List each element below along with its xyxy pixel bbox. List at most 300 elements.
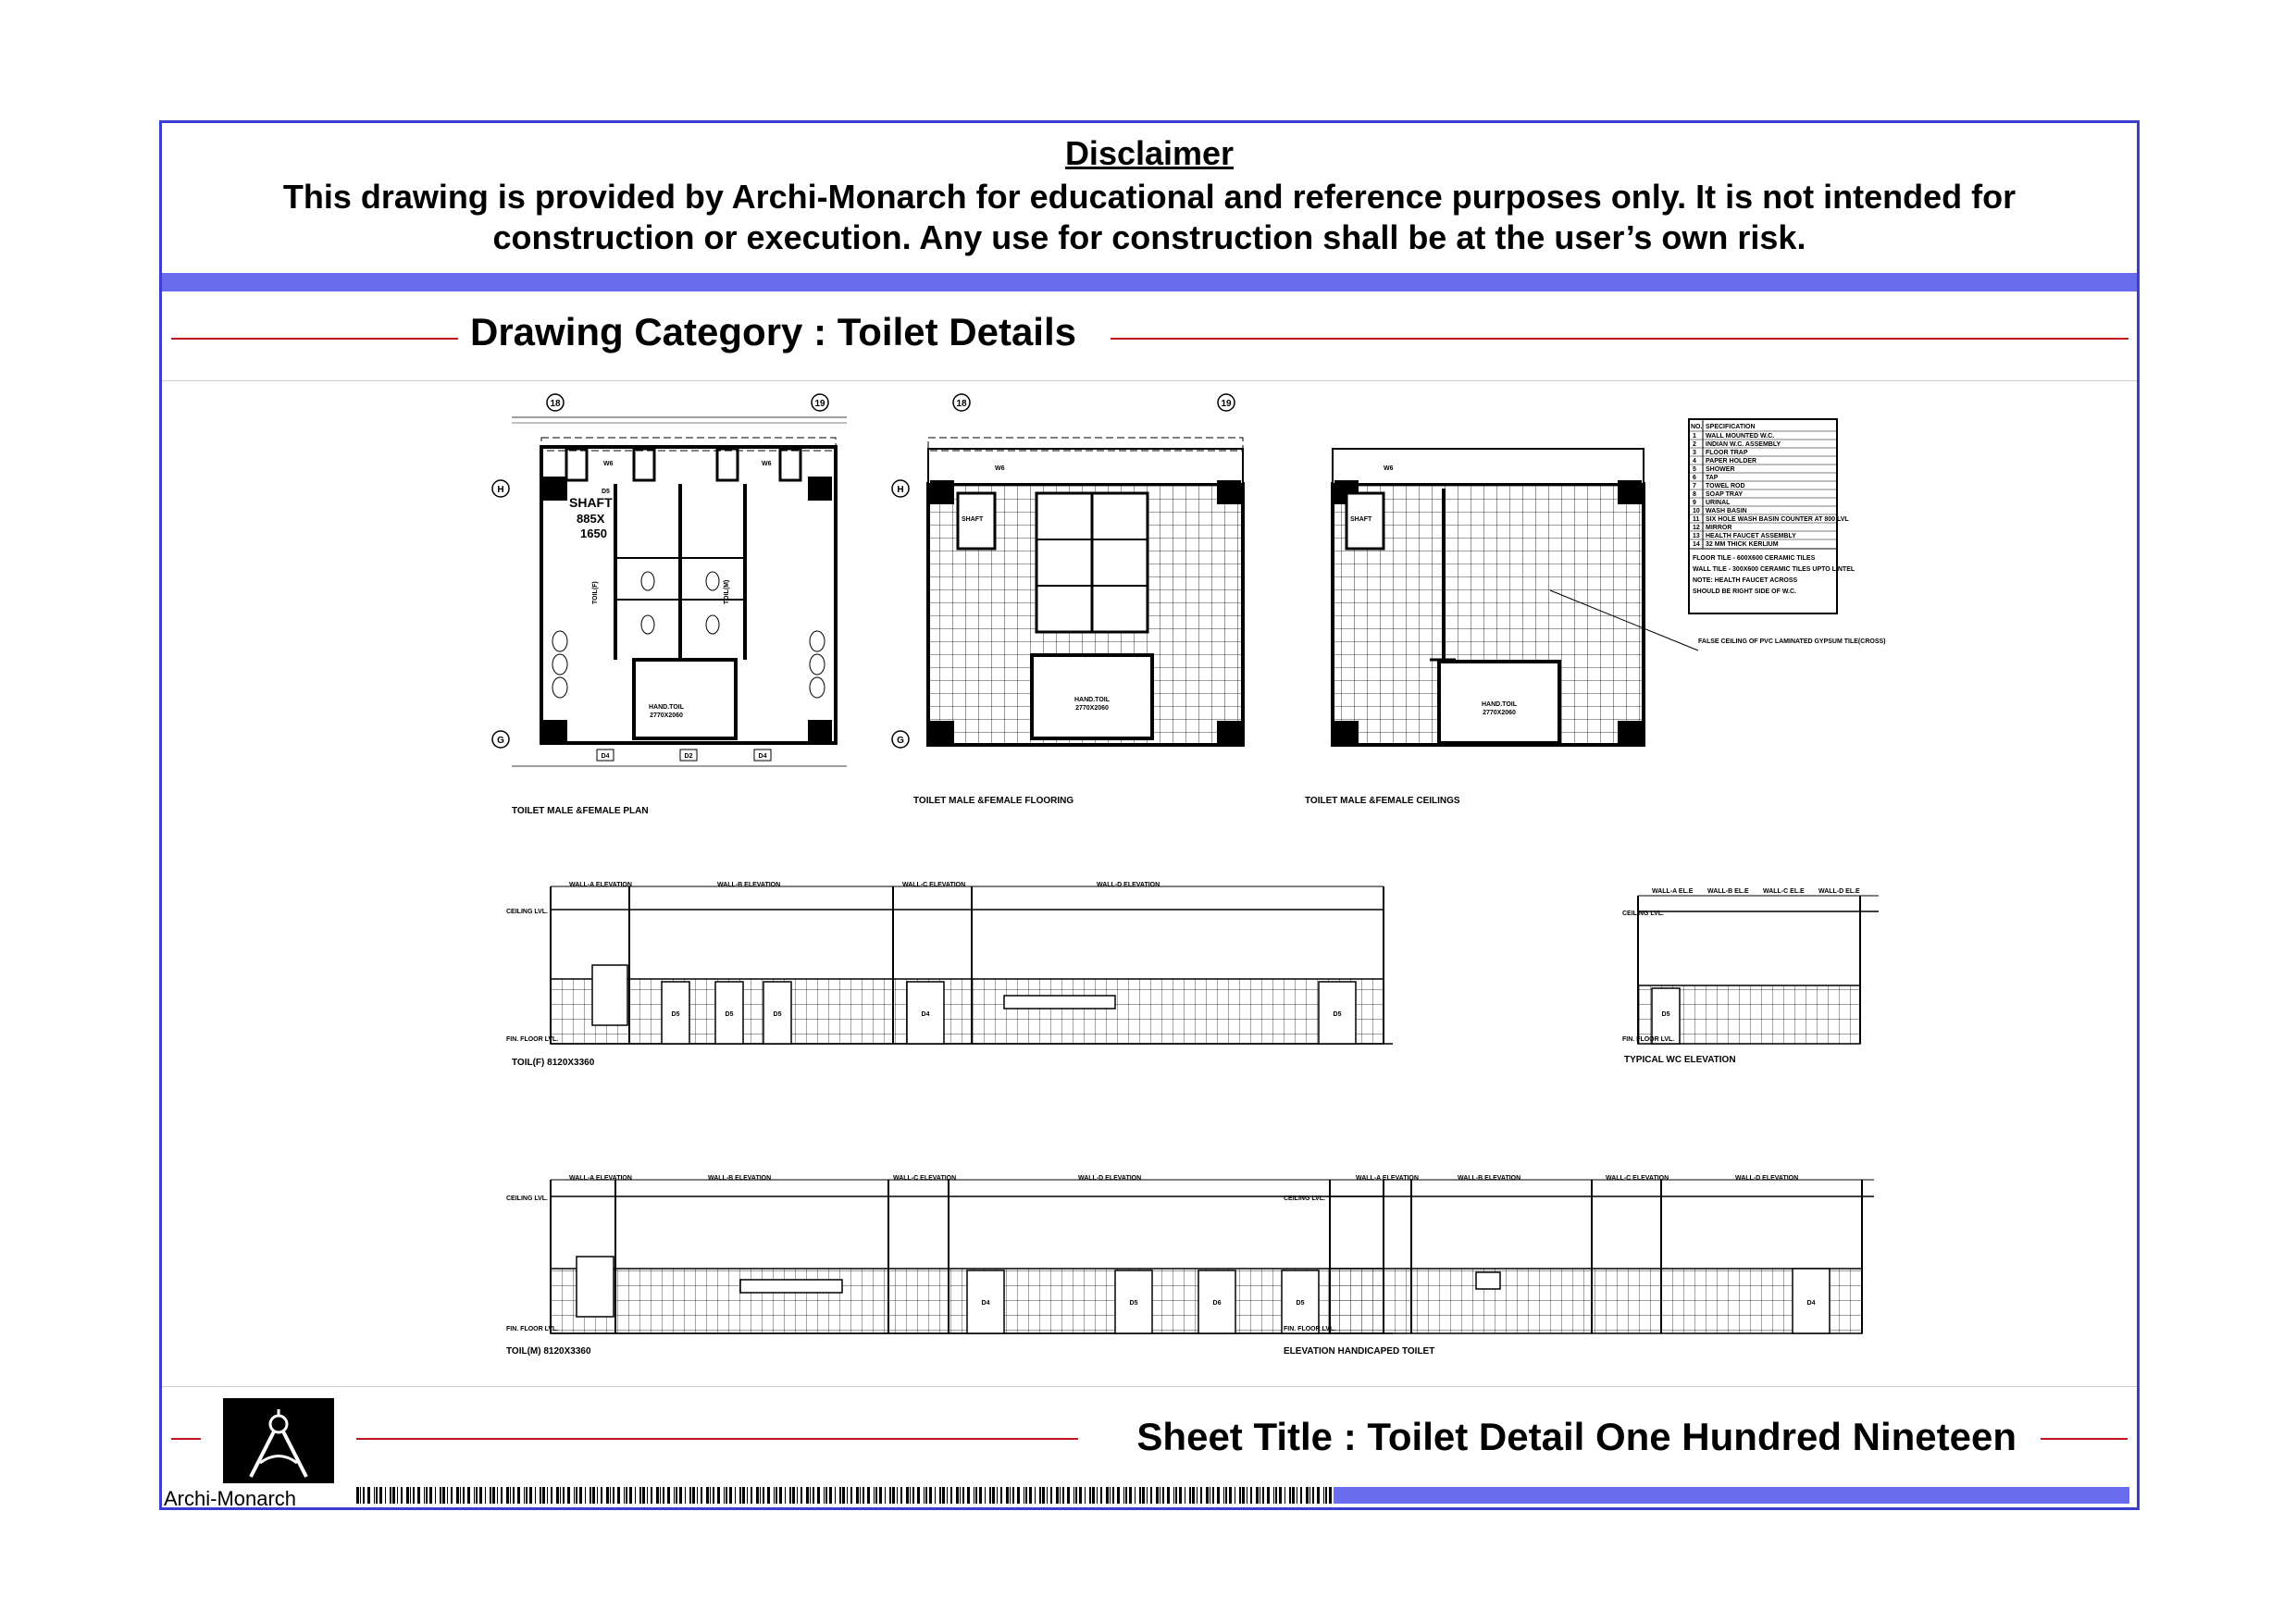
barcode-bar bbox=[817, 1487, 820, 1504]
barcode-bar bbox=[1329, 1487, 1332, 1504]
barcode-bar bbox=[429, 1487, 432, 1504]
barcode-bar bbox=[435, 1487, 436, 1504]
legend-note-4: SHOULD BE RIGHT SIDE OF W.C. bbox=[1693, 588, 1797, 595]
barcode-bar bbox=[1225, 1487, 1227, 1504]
barcode-bar bbox=[1167, 1487, 1170, 1504]
barcode-bar bbox=[451, 1487, 453, 1504]
em-ceiling-lvl: CEILING LVL. bbox=[506, 1196, 548, 1202]
flooring-caption: TOILET MALE &FEMALE FLOORING bbox=[913, 796, 1074, 806]
barcode-bar bbox=[747, 1487, 748, 1504]
shaft-label: SHAFT bbox=[569, 495, 613, 510]
barcode-bar bbox=[476, 1487, 478, 1504]
barcode-bar bbox=[906, 1487, 909, 1504]
ef-door-d5-4: D5 bbox=[1333, 1011, 1342, 1018]
barcode-bar bbox=[1006, 1487, 1009, 1504]
barcode-bar bbox=[729, 1487, 732, 1504]
barcode-bar bbox=[1212, 1487, 1214, 1504]
barcode-bar bbox=[1217, 1487, 1220, 1504]
elev-female-caption: TOIL(F) 8120X3360 bbox=[512, 1058, 595, 1068]
flooring-hand-toil-size: 2770X2060 bbox=[1075, 705, 1109, 712]
barcode-bar bbox=[1100, 1487, 1102, 1504]
barcode-bar bbox=[1223, 1487, 1224, 1504]
ef-door-d4: D4 bbox=[921, 1011, 930, 1018]
barcode-bar bbox=[367, 1487, 370, 1504]
barcode-bar bbox=[567, 1487, 570, 1504]
sheet-title: Sheet Title : Toilet Detail One Hundred Nineteen bbox=[1136, 1415, 2017, 1458]
barcode-bar bbox=[501, 1487, 503, 1504]
barcode-bar bbox=[1142, 1487, 1145, 1504]
barcode-bar bbox=[875, 1487, 877, 1504]
barcode-bar bbox=[597, 1487, 598, 1504]
ceiling-window-w6: W6 bbox=[1384, 465, 1394, 472]
barcode-bar bbox=[363, 1487, 365, 1504]
barcode-bar bbox=[824, 1487, 825, 1504]
barcode-bar bbox=[1117, 1487, 1120, 1504]
shaft-dims-1: 885X bbox=[577, 512, 605, 526]
category-title: Drawing Category : Toilet Details bbox=[470, 310, 1076, 353]
barcode-bar bbox=[813, 1487, 814, 1504]
barcode-bar bbox=[660, 1487, 661, 1504]
grid-label-G: G bbox=[497, 736, 504, 746]
barcode-bar bbox=[763, 1487, 764, 1504]
barcode-bar bbox=[474, 1487, 475, 1504]
wc-wall-b: WALL-B EL.E bbox=[1707, 888, 1749, 895]
barcode-bar bbox=[1147, 1487, 1148, 1504]
barcode-bar bbox=[376, 1487, 378, 1504]
barcode-bar bbox=[825, 1487, 827, 1504]
barcode-bar bbox=[1017, 1487, 1020, 1504]
barcode-bar bbox=[935, 1487, 936, 1504]
barcode-bar bbox=[540, 1487, 541, 1504]
barcode-bar bbox=[910, 1487, 911, 1504]
barcode-bar bbox=[417, 1487, 420, 1504]
barcode-bar bbox=[360, 1487, 361, 1504]
barcode-bar bbox=[874, 1487, 875, 1504]
barcode-bar bbox=[1092, 1487, 1095, 1504]
barcode-bar bbox=[560, 1487, 561, 1504]
barcode-bar bbox=[490, 1487, 491, 1504]
eh-door-d4: D4 bbox=[1806, 1300, 1816, 1307]
elevation-handicapped bbox=[1284, 1175, 1874, 1357]
barcode-bar bbox=[385, 1487, 386, 1504]
door-d5: D5 bbox=[602, 489, 610, 495]
legend-row-label: FLOOR TRAP bbox=[1706, 450, 1748, 456]
barcode-bar bbox=[867, 1487, 870, 1504]
barcode-bar bbox=[526, 1487, 527, 1504]
barcode-bar bbox=[779, 1487, 782, 1504]
wc-wall-c: WALL-C EL.E bbox=[1763, 888, 1805, 895]
elevation-typical-wc bbox=[1622, 888, 1879, 1065]
ceiling-false-note: FALSE CEILING OF PVC LAMINATED GYPSUM TILE(CROSS) bbox=[1698, 638, 1886, 645]
barcode-bar bbox=[390, 1487, 391, 1504]
barcode-bar bbox=[467, 1487, 470, 1504]
window-w6-1: W6 bbox=[603, 461, 614, 467]
barcode-bar bbox=[967, 1487, 970, 1504]
legend-row-number: 10 bbox=[1693, 508, 1700, 514]
barcode-bar bbox=[776, 1487, 777, 1504]
barcode-bar bbox=[626, 1487, 627, 1504]
door-d2: D2 bbox=[684, 753, 693, 760]
elev-handicap-caption: ELEVATION HANDICAPED TOILET bbox=[1284, 1346, 1435, 1357]
ef-wall-d: WALL-D ELEVATION bbox=[1097, 882, 1160, 888]
ef-door-d5-3: D5 bbox=[773, 1011, 782, 1018]
barcode-bar bbox=[556, 1487, 559, 1504]
toil-m-label: TOIL(M) bbox=[724, 579, 730, 604]
barcode-bar bbox=[610, 1487, 611, 1504]
barcode-bar bbox=[1192, 1487, 1195, 1504]
barcode-bar bbox=[925, 1487, 927, 1504]
ef-floor-lvl: FIN. FLOOR LVL. bbox=[506, 1036, 559, 1043]
barcode-bar bbox=[829, 1487, 832, 1504]
category-left-rule bbox=[171, 338, 458, 340]
grid-label-19: 19 bbox=[814, 399, 825, 409]
barcode-bar bbox=[724, 1487, 725, 1504]
legend-row-number: 9 bbox=[1693, 500, 1696, 506]
barcode-bar bbox=[701, 1487, 702, 1504]
barcode-bar bbox=[897, 1487, 898, 1504]
legend-row-number: 13 bbox=[1693, 533, 1700, 539]
eh-floor-lvl: FIN. FLOOR LVL. bbox=[1284, 1326, 1336, 1332]
disclaimer-block bbox=[162, 123, 2137, 271]
legend-row-number: 14 bbox=[1693, 541, 1700, 548]
barcode-bar bbox=[497, 1487, 498, 1504]
disclaimer-heading: Disclaimer bbox=[1064, 134, 1235, 172]
barcode-bar bbox=[1039, 1487, 1041, 1504]
barcode-bar bbox=[1047, 1487, 1048, 1504]
legend-note-1: FLOOR TILE - 600X600 CERAMIC TILES bbox=[1693, 555, 1816, 562]
barcode-bar bbox=[1306, 1487, 1309, 1504]
legend-header-no: NO. bbox=[1691, 424, 1703, 430]
legend-row-number: 4 bbox=[1693, 458, 1696, 465]
flooring-grid-H: H bbox=[897, 485, 904, 495]
barcode-bar bbox=[551, 1487, 552, 1504]
barcode-bar bbox=[960, 1487, 961, 1504]
shaft-dims-2: 1650 bbox=[580, 527, 607, 540]
barcode-bar bbox=[1317, 1487, 1320, 1504]
legend-header-spec: SPECIFICATION bbox=[1706, 424, 1756, 430]
door-d4-b: D4 bbox=[758, 753, 767, 760]
barcode-bar bbox=[579, 1487, 582, 1504]
barcode-bar bbox=[751, 1487, 752, 1504]
legend-row-label: TAP bbox=[1706, 475, 1719, 481]
archi-monarch-logo bbox=[223, 1398, 334, 1483]
barcode-bar bbox=[917, 1487, 920, 1504]
barcode-bar bbox=[624, 1487, 625, 1504]
barcode-bar bbox=[739, 1487, 741, 1504]
barcode-bar bbox=[424, 1487, 425, 1504]
barcode-bar bbox=[447, 1487, 448, 1504]
barcode-bar bbox=[1085, 1487, 1086, 1504]
barcode-bar bbox=[726, 1487, 727, 1504]
ef-wall-b: WALL-B ELEVATION bbox=[717, 882, 781, 888]
barcode-bar bbox=[692, 1487, 695, 1504]
barcode-bar bbox=[1029, 1487, 1032, 1504]
barcode-bar bbox=[1125, 1487, 1127, 1504]
barcode-bar bbox=[1229, 1487, 1232, 1504]
wc-ceiling-lvl: CEILING LVL. bbox=[1622, 911, 1664, 917]
barcode-bar bbox=[463, 1487, 465, 1504]
door-d4-a: D4 bbox=[601, 753, 610, 760]
barcode-bar bbox=[679, 1487, 682, 1504]
barcode-bar bbox=[912, 1487, 914, 1504]
barcode-bar bbox=[1309, 1487, 1310, 1504]
barcode-bar bbox=[1262, 1487, 1264, 1504]
barcode-bar bbox=[392, 1487, 395, 1504]
barcode-bar bbox=[1325, 1487, 1327, 1504]
barcode-bar bbox=[601, 1487, 602, 1504]
barcode-bar bbox=[576, 1487, 577, 1504]
barcode-bar bbox=[1106, 1487, 1109, 1504]
barcode-bar bbox=[1242, 1487, 1245, 1504]
legend-row-number: 8 bbox=[1693, 491, 1696, 498]
barcode-bar bbox=[1206, 1487, 1209, 1504]
eh-wall-d: WALL-D ELEVATION bbox=[1735, 1175, 1799, 1182]
flooring-grid-G: G bbox=[897, 736, 904, 746]
barcode-bar bbox=[975, 1487, 977, 1504]
em-floor-lvl: FIN. FLOOR LVL. bbox=[506, 1326, 559, 1332]
barcode-bar bbox=[760, 1487, 761, 1504]
barcode-bar bbox=[842, 1487, 845, 1504]
barcode-bar bbox=[950, 1487, 952, 1504]
barcode-bar bbox=[1300, 1487, 1302, 1504]
barcode-bar bbox=[792, 1487, 795, 1504]
ceiling-shaft: SHAFT bbox=[1350, 516, 1372, 523]
legend-table bbox=[1689, 419, 1855, 613]
barcode-bar bbox=[939, 1487, 941, 1504]
barcode-bar bbox=[485, 1487, 486, 1504]
barcode-bar bbox=[1292, 1487, 1295, 1504]
barcode-bar bbox=[651, 1487, 652, 1504]
barcode-bar bbox=[1200, 1487, 1202, 1504]
barcode-bar bbox=[735, 1487, 736, 1504]
barcode-bar bbox=[1025, 1487, 1027, 1504]
toilet-plan bbox=[492, 394, 847, 816]
em-wall-b: WALL-B ELEVATION bbox=[708, 1175, 772, 1182]
barcode-bar bbox=[574, 1487, 575, 1504]
barcode-bar bbox=[356, 1487, 359, 1504]
barcode-bar bbox=[900, 1487, 902, 1504]
footer-left-rule bbox=[171, 1438, 201, 1440]
footer bbox=[162, 1386, 2137, 1511]
barcode-bar bbox=[879, 1487, 882, 1504]
barcode-bar bbox=[1123, 1487, 1124, 1504]
barcode-bar bbox=[606, 1487, 609, 1504]
barcode-bar bbox=[1279, 1487, 1282, 1504]
legend-note-3: NOTE: HEALTH FAUCET ACROSS bbox=[1693, 577, 1798, 584]
barcode-bar bbox=[440, 1487, 441, 1504]
wc-floor-lvl: FIN. FLOOR LVL. bbox=[1622, 1036, 1675, 1043]
hand-toil-label: HAND.TOIL bbox=[649, 704, 684, 711]
barcode-bar bbox=[1256, 1487, 1259, 1504]
barcode-bar bbox=[1273, 1487, 1274, 1504]
legend-row-label: MIRROR bbox=[1706, 525, 1732, 531]
barcode-bar bbox=[379, 1487, 382, 1504]
barcode-bar bbox=[1312, 1487, 1314, 1504]
barcode-bar bbox=[410, 1487, 411, 1504]
barcode-bar bbox=[617, 1487, 620, 1504]
legend-row-label: 32 MM THICK KERLIUM bbox=[1706, 541, 1779, 548]
barcode-bar bbox=[401, 1487, 403, 1504]
legend-row-label: HEALTH FAUCET ASSEMBLY bbox=[1706, 533, 1796, 539]
em-door-d5-2: D5 bbox=[1296, 1300, 1305, 1307]
barcode-bar bbox=[1267, 1487, 1270, 1504]
disclaimer-text: This drawing is provided by Archi-Monarch for educational and reference purposes only. It is not intended for construction or execution. Any use for construction shall be at the user’s own risk. bbox=[282, 178, 2017, 256]
barcode-bar bbox=[535, 1487, 536, 1504]
legend-row-number: 7 bbox=[1693, 483, 1696, 489]
barcode-bar bbox=[697, 1487, 698, 1504]
barcode-bar bbox=[885, 1487, 886, 1504]
barcode-bar bbox=[1050, 1487, 1052, 1504]
barcode-bar bbox=[810, 1487, 811, 1504]
barcode-strip bbox=[356, 1487, 1504, 1504]
window-w6-2: W6 bbox=[762, 461, 772, 467]
barcode-bar bbox=[1150, 1487, 1152, 1504]
barcode-bar bbox=[835, 1487, 836, 1504]
eh-wall-a: WALL-A ELEVATION bbox=[1356, 1175, 1419, 1182]
barcode-bar bbox=[800, 1487, 802, 1504]
legend-note-2: WALL TILE - 300X600 CERAMIC TILES UPTO LINTEL bbox=[1693, 566, 1855, 573]
barcode-bar bbox=[639, 1487, 641, 1504]
barcode-bar bbox=[856, 1487, 859, 1504]
hand-toil-room bbox=[634, 660, 736, 738]
barcode-bar bbox=[850, 1487, 852, 1504]
legend-row-number: 5 bbox=[1693, 466, 1696, 473]
legend-row-label: TOWEL ROD bbox=[1706, 483, 1745, 489]
eh-wall-c: WALL-C ELEVATION bbox=[1606, 1175, 1669, 1182]
barcode-bar bbox=[847, 1487, 848, 1504]
barcode-bar bbox=[1275, 1487, 1277, 1504]
barcode-bar bbox=[1135, 1487, 1136, 1504]
barcode-bar bbox=[1079, 1487, 1082, 1504]
barcode-bar bbox=[929, 1487, 932, 1504]
legend-row-number: 1 bbox=[1693, 433, 1696, 440]
barcode-bar bbox=[674, 1487, 675, 1504]
toil-f-label: TOIL(F) bbox=[592, 581, 599, 604]
barcode-bar bbox=[1000, 1487, 1002, 1504]
em-door-d6: D6 bbox=[1212, 1300, 1222, 1307]
barcode-bar bbox=[685, 1487, 686, 1504]
eh-ceiling-lvl: CEILING LVL. bbox=[1284, 1196, 1325, 1202]
barcode-bar bbox=[992, 1487, 995, 1504]
barcode-bar bbox=[563, 1487, 565, 1504]
cad-drawings bbox=[162, 382, 2137, 1386]
barcode-bar bbox=[789, 1487, 791, 1504]
legend-row-label: PAPER HOLDER bbox=[1706, 458, 1757, 465]
barcode-bar bbox=[513, 1487, 515, 1504]
category-row bbox=[162, 291, 2137, 381]
barcode-bar bbox=[1139, 1487, 1141, 1504]
barcode-bar bbox=[460, 1487, 461, 1504]
barcode-bar bbox=[656, 1487, 659, 1504]
barcode-bar bbox=[1175, 1487, 1177, 1504]
barcode-bar bbox=[1189, 1487, 1191, 1504]
barcode-bar bbox=[510, 1487, 511, 1504]
barcode-bar bbox=[635, 1487, 636, 1504]
flooring-window-w6: W6 bbox=[995, 465, 1005, 472]
barcode-bar bbox=[517, 1487, 520, 1504]
barcode-bar bbox=[706, 1487, 709, 1504]
barcode-bar bbox=[667, 1487, 670, 1504]
legend-row-label: URINAL bbox=[1706, 500, 1731, 506]
barcode-bar bbox=[676, 1487, 677, 1504]
barcode-bar bbox=[1110, 1487, 1111, 1504]
legend-row-label: INDIAN W.C. ASSEMBLY bbox=[1706, 441, 1781, 448]
barcode-bar bbox=[1289, 1487, 1291, 1504]
flooring-grid-18: 18 bbox=[956, 399, 967, 409]
barcode-bar bbox=[717, 1487, 720, 1504]
barcode-bar bbox=[1129, 1487, 1132, 1504]
barcode-bar bbox=[1323, 1487, 1324, 1504]
legend-row-label: SHOWER bbox=[1706, 466, 1735, 473]
barcode-bar bbox=[1239, 1487, 1241, 1504]
barcode-bar bbox=[947, 1487, 948, 1504]
barcode-bar bbox=[997, 1487, 998, 1504]
wc-door-d5: D5 bbox=[1661, 1011, 1670, 1018]
em-wall-d: WALL-D ELEVATION bbox=[1078, 1175, 1142, 1182]
barcode-bar bbox=[710, 1487, 711, 1504]
ef-wall-c: WALL-C ELEVATION bbox=[902, 882, 966, 888]
barcode-bar bbox=[689, 1487, 691, 1504]
barcode-bar bbox=[529, 1487, 532, 1504]
flooring-shaft: SHAFT bbox=[962, 516, 984, 523]
flooring-grid-19: 19 bbox=[1221, 399, 1232, 409]
barcode-bar bbox=[797, 1487, 798, 1504]
grid-label-18: 18 bbox=[550, 399, 561, 409]
ef-ceiling-lvl: CEILING LVL. bbox=[506, 909, 548, 915]
barcode-bar bbox=[1062, 1487, 1064, 1504]
legend-row-label: SOAP TRAY bbox=[1706, 491, 1744, 498]
barcode-bar bbox=[1173, 1487, 1174, 1504]
barcode-bar bbox=[647, 1487, 648, 1504]
barcode-bar bbox=[585, 1487, 586, 1504]
barcode-bar bbox=[942, 1487, 945, 1504]
compass-icon bbox=[223, 1398, 334, 1483]
em-wall-c: WALL-C ELEVATION bbox=[893, 1175, 957, 1182]
header-color-band bbox=[162, 273, 2137, 291]
barcode-bar bbox=[1250, 1487, 1252, 1504]
em-door-d4: D4 bbox=[981, 1300, 990, 1307]
legend-row-label: SIX HOLE WASH BASIN COUNTER AT 800 LVL bbox=[1706, 516, 1849, 523]
elev-male-caption: TOIL(M) 8120X3360 bbox=[506, 1346, 591, 1357]
em-wall-a: WALL-A ELEVATION bbox=[569, 1175, 632, 1182]
legend-row-label: WALL MOUNTED W.C. bbox=[1706, 433, 1775, 440]
barcode-bar bbox=[1067, 1487, 1070, 1504]
barcode-bar bbox=[1097, 1487, 1098, 1504]
barcode-bar bbox=[613, 1487, 614, 1504]
legend-row-number: 3 bbox=[1693, 450, 1696, 456]
barcode-bar bbox=[924, 1487, 925, 1504]
brand-name: Archi-Monarch bbox=[164, 1487, 297, 1510]
legend-row-number: 11 bbox=[1693, 516, 1700, 523]
barcode-bar bbox=[985, 1487, 986, 1504]
barcode-bar bbox=[1042, 1487, 1045, 1504]
barcode-bar bbox=[713, 1487, 714, 1504]
barcode-bar bbox=[642, 1487, 645, 1504]
ceiling-hand-toil-size: 2770X2060 bbox=[1483, 710, 1516, 716]
ceilings-caption: TOILET MALE &FEMALE CEILINGS bbox=[1305, 796, 1460, 806]
ef-door-d5-1: D5 bbox=[671, 1011, 680, 1018]
barcode-bar bbox=[524, 1487, 525, 1504]
barcode-bar bbox=[1162, 1487, 1164, 1504]
barcode-bar bbox=[839, 1487, 841, 1504]
barcode-bar bbox=[1156, 1487, 1159, 1504]
wc-wall-a: WALL-A EL.E bbox=[1652, 888, 1694, 895]
legend-row-number: 2 bbox=[1693, 441, 1696, 448]
barcode-bar bbox=[456, 1487, 459, 1504]
barcode-bar bbox=[547, 1487, 548, 1504]
barcode-bar bbox=[663, 1487, 664, 1504]
barcode-bar bbox=[397, 1487, 398, 1504]
